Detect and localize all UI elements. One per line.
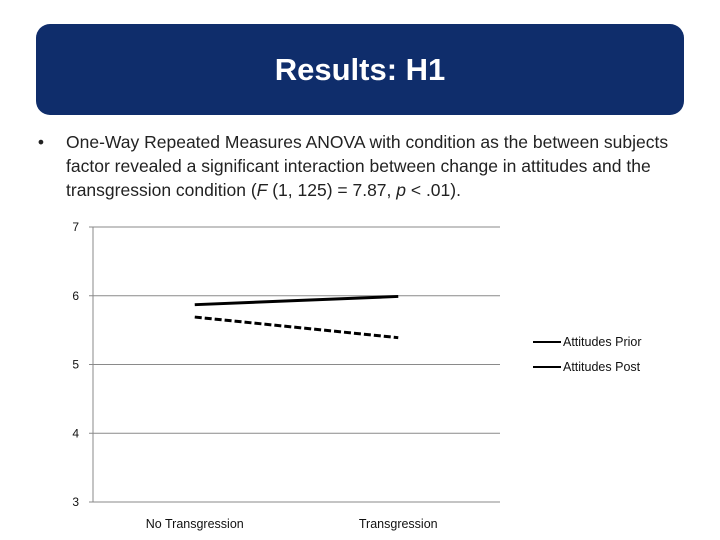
p-value-symbol: p [396,180,406,200]
y-tick-label: 6 [72,288,79,303]
chart-legend [533,335,642,374]
y-tick-labels [72,220,79,509]
slide-title: Results: H1 [274,51,446,87]
x-category-label: No Transgression [145,517,244,531]
series-line-attitudes-prior [195,296,399,304]
bullet-text-part2: (1, 125) = 7.87, [267,180,397,200]
y-tick-label: 5 [72,357,79,372]
chart-gridlines [89,227,500,502]
y-tick-label: 3 [72,495,79,509]
bullet-marker: • [37,132,45,152]
series-line-attitudes-post [195,317,399,338]
legend-label: Attitudes Prior [563,335,642,349]
x-category-labels [146,517,438,531]
y-tick-label: 7 [72,220,79,234]
x-category-label: Transgression [358,517,438,531]
bullet-text-part1: One-Way Repeated Measures ANOVA with condition as the between subjects factor revealed a significant interaction between change in attitudes and the transgression condition ( [66,132,669,200]
y-tick-label: 4 [72,426,79,441]
f-statistic-symbol: F [256,180,268,200]
data-series [195,296,399,337]
bullet-text-part3: < .01). [406,180,461,200]
legend-label: Attitudes Post [563,360,641,374]
